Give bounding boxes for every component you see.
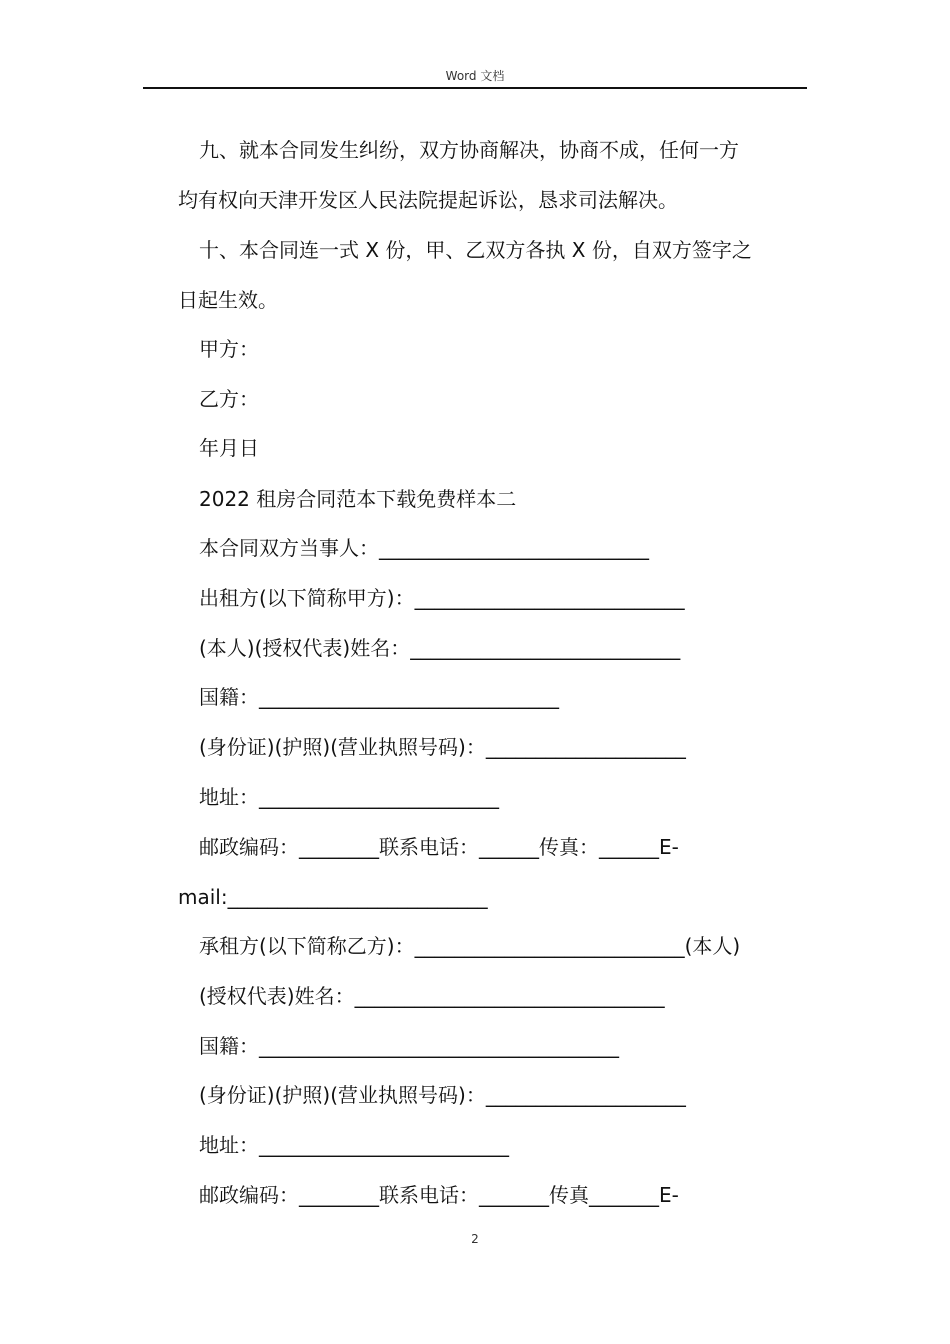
page-header: Word 文档 xyxy=(445,69,505,83)
form-field-line: 承租方(以下简称乙方)：___________________________(本人) xyxy=(199,934,741,958)
page-number: 2 xyxy=(471,1232,479,1246)
form-field-line: 国籍：____________________________________ xyxy=(199,1034,619,1058)
form-field-line: 邮政编码：________联系电话：_______传真_______E- xyxy=(199,1183,679,1207)
form-field-line: mail:__________________________ xyxy=(178,885,488,909)
text-line: 甲方： xyxy=(199,337,259,361)
text-line: 年月日 xyxy=(199,436,259,460)
form-field-line: 地址：________________________ xyxy=(199,785,499,809)
text-line: 均有权向天津开发区人民法院提起诉讼，恳求司法解决。 xyxy=(178,188,678,212)
form-field-line: 出租方(以下简称甲方)：___________________________ xyxy=(199,586,685,610)
text-line: 十、本合同连一式 X 份，甲、乙双方各执 X 份，自双方签字之 xyxy=(199,238,752,262)
form-field-line: 地址：_________________________ xyxy=(199,1133,509,1157)
section-title: 2022 租房合同范本下载免费样本二 xyxy=(199,487,517,511)
form-field-line: 国籍：______________________________ xyxy=(199,685,559,709)
form-field-line: 本合同双方当事人：___________________________ xyxy=(199,536,649,560)
text-line: 乙方： xyxy=(199,387,259,411)
text-line: 日起生效。 xyxy=(178,288,278,312)
form-field-line: (本人)(授权代表)姓名：___________________________ xyxy=(199,636,681,660)
form-field-line: (身份证)(护照)(营业执照号码)：____________________ xyxy=(199,735,686,759)
form-field-line: (身份证)(护照)(营业执照号码)：____________________ xyxy=(199,1083,686,1107)
text-line: 九、就本合同发生纠纷，双方协商解决，协商不成，任何一方 xyxy=(199,138,739,162)
form-field-line: (授权代表)姓名：_______________________________ xyxy=(199,984,665,1008)
header-rule xyxy=(143,87,807,89)
form-field-line: 邮政编码：________联系电话：______传真：______E- xyxy=(199,835,679,859)
